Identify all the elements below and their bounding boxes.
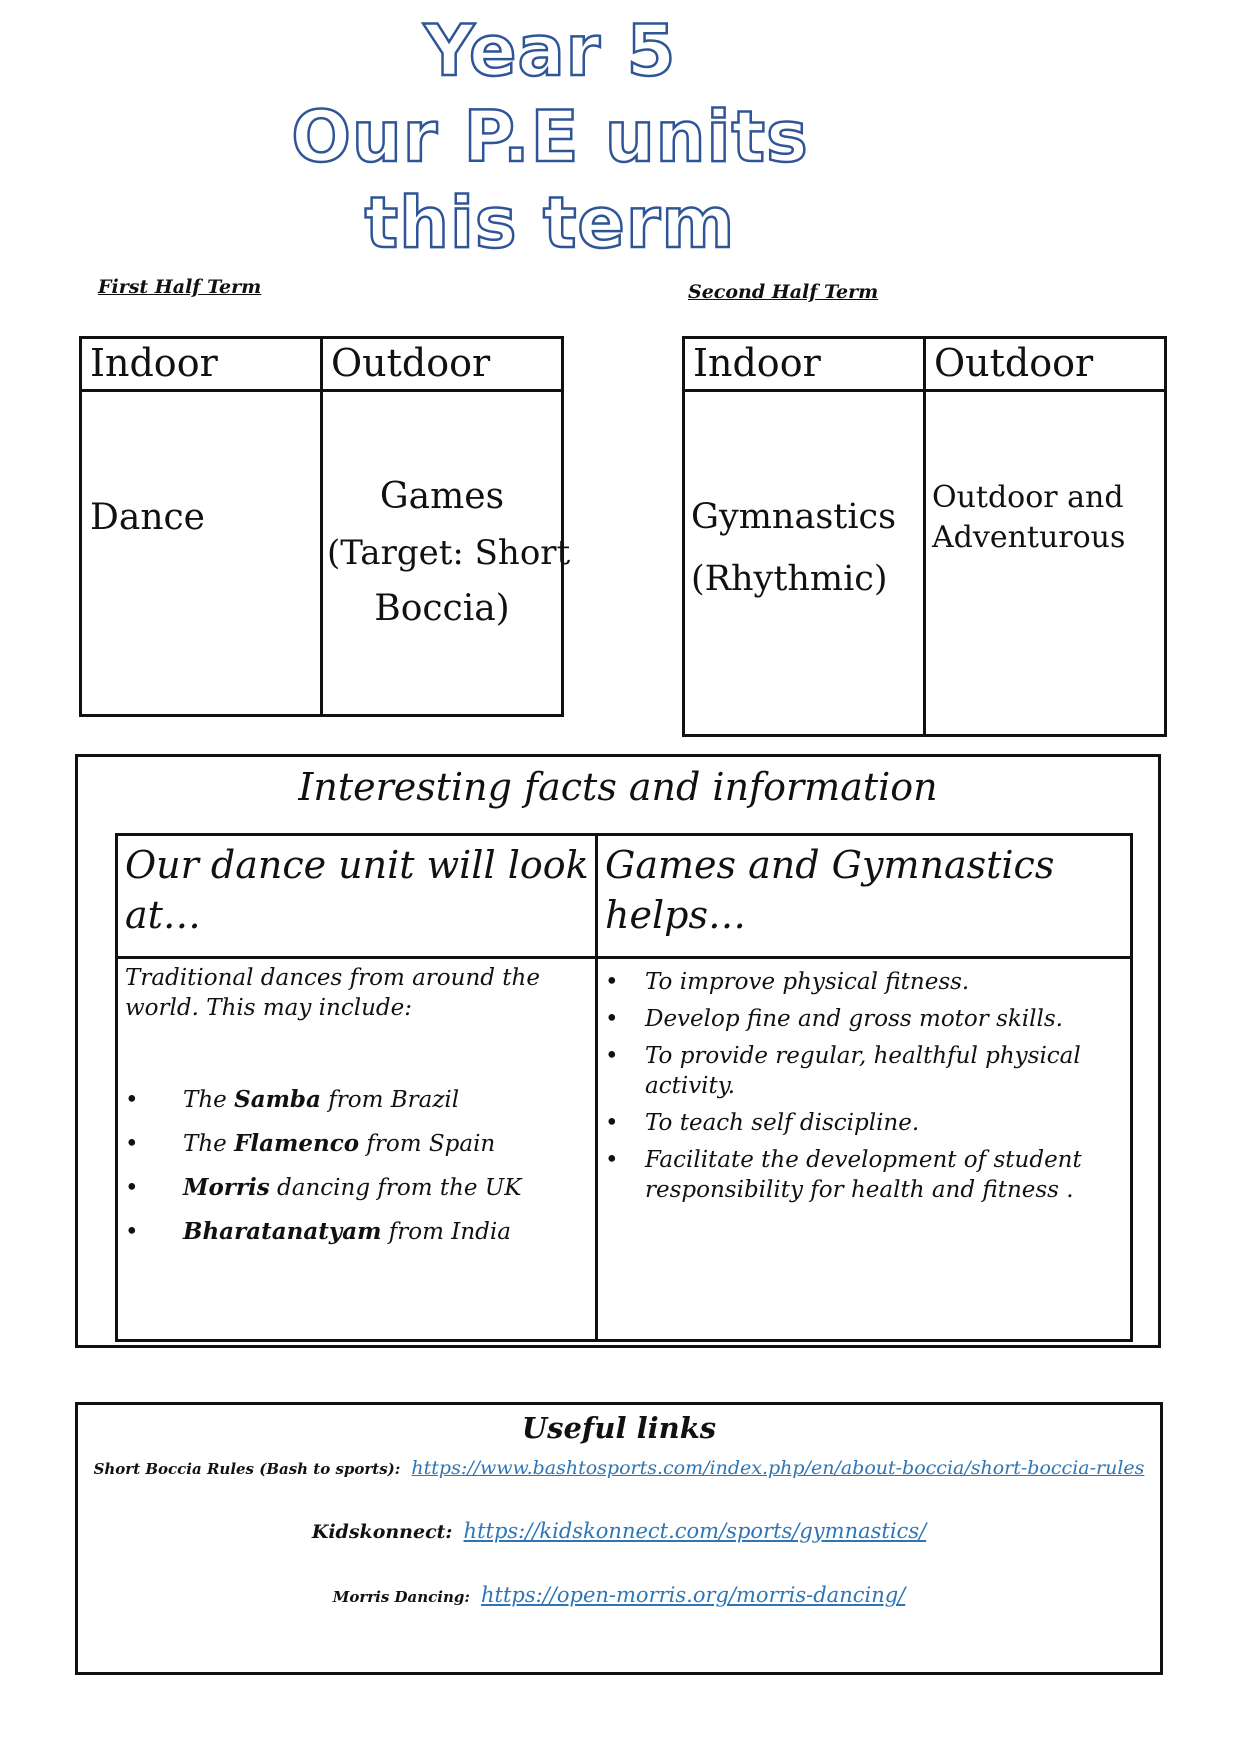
title-line-1: Year 5 (423, 10, 677, 92)
link-row-kidskonnect (78, 1519, 1160, 1543)
title-line-2: Our P.E units (291, 96, 809, 178)
games-header-cell (597, 835, 1132, 958)
games-header-line-2: helps… (605, 893, 746, 937)
dance-intro-line-2: world. This may include: (125, 995, 412, 1021)
morris-dancing-link[interactable]: https://open-morris.org/morris-dancing/ (481, 1583, 906, 1607)
link-row-boccia (78, 1457, 1160, 1479)
dance-header-line-2: at… (125, 893, 201, 937)
second-outdoor-line-1: Outdoor and (932, 480, 1124, 515)
second-indoor-cell (684, 391, 925, 736)
useful-links-title: Useful links (521, 1411, 717, 1445)
facts-table (115, 833, 1133, 1342)
second-indoor-line-1: Gymnastics (691, 497, 897, 537)
benefit-item: • Facilitate the development of student responsibility for health and fitness . (605, 1145, 1123, 1205)
link-label: Morris Dancing: (332, 1588, 470, 1606)
dance-item: • Morris dancing from the UK (125, 1173, 588, 1203)
second-half-term-label: Second Half Term (688, 281, 879, 303)
dance-item: • The Samba from Brazil (125, 1085, 588, 1115)
boccia-rules-link[interactable]: https://www.bashtosports.com/index.php/en/about-boccia/short-boccia-rules (411, 1457, 1145, 1479)
second-half-table (682, 336, 1167, 737)
second-outdoor-header: Outdoor (925, 338, 1166, 391)
second-indoor-header: Indoor (684, 338, 925, 391)
dance-name: Samba (234, 1086, 321, 1113)
second-outdoor-line-2: Adventurous (932, 520, 1126, 555)
first-outdoor-line-3: Boccia) (374, 588, 510, 629)
benefit-item: • To improve physical fitness. (605, 967, 1123, 997)
dance-name: Bharatanatyam (183, 1218, 382, 1245)
first-indoor-header: Indoor (81, 338, 322, 391)
first-half-table (79, 336, 571, 717)
dance-intro-line-1: Traditional dances from around the (125, 965, 540, 991)
dance-item: • The Flamenco from Spain (125, 1129, 588, 1159)
useful-links-box (75, 1402, 1163, 1675)
first-indoor-unit: Dance (90, 497, 205, 538)
dance-header-cell (117, 835, 597, 958)
benefit-item: • To teach self discipline. (605, 1108, 1123, 1138)
link-label: Kidskonnect: (311, 1521, 453, 1543)
kidskonnect-link[interactable]: https://kidskonnect.com/sports/gymnastics/ (463, 1519, 927, 1543)
benefit-item: • To provide regular, healthful physical activity. (605, 1041, 1123, 1101)
first-half-term-label: First Half Term (98, 276, 262, 298)
first-outdoor-line-2: (Target: Short (327, 533, 571, 573)
dance-list (125, 1085, 588, 1247)
second-indoor-line-2: (Rhythmic) (691, 559, 888, 599)
second-outdoor-cell (925, 391, 1166, 736)
link-label: Short Boccia Rules (Bash to sports): (93, 1460, 401, 1478)
dance-content-cell (117, 958, 597, 1341)
games-header-line-1: Games and Gymnastics (605, 843, 1055, 887)
benefits-list (605, 967, 1123, 1205)
benefit-item: • Develop fine and gross motor skills. (605, 1004, 1123, 1034)
facts-box (75, 754, 1161, 1348)
facts-title: Interesting facts and information (298, 765, 938, 809)
dance-item: • Bharatanatyam from India (125, 1217, 588, 1247)
link-row-morris (78, 1583, 1160, 1607)
dance-name: Morris (183, 1174, 270, 1201)
first-outdoor-cell (322, 391, 571, 716)
first-outdoor-line-1: Games (379, 476, 505, 517)
benefits-cell (597, 958, 1132, 1341)
dance-header-line-1: Our dance unit will look (125, 843, 589, 887)
first-indoor-cell (81, 391, 322, 716)
dance-name: Flamenco (234, 1130, 360, 1157)
title-line-3: this term (364, 182, 736, 264)
first-outdoor-header: Outdoor (322, 338, 563, 391)
page-title (0, 8, 1100, 266)
